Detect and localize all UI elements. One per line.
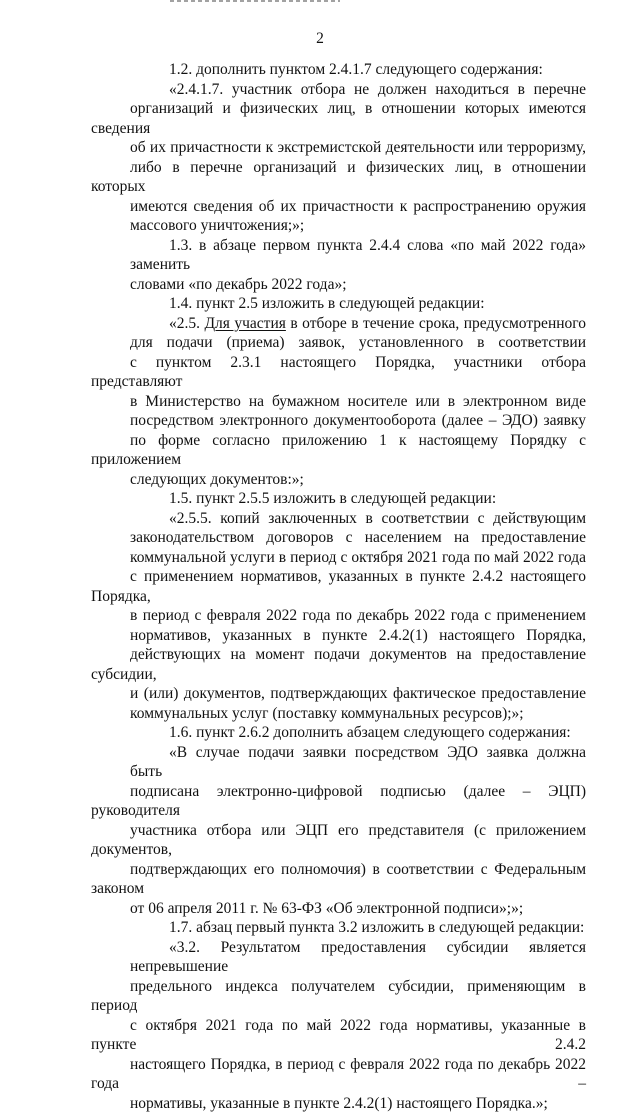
text-line: «2.4.1.7. участник отбора не должен находиться в перечне	[91, 80, 586, 100]
paragraph-3-2	[91, 938, 586, 1113]
text-line: «2.5. Для участия в отборе в течение срока, предусмотренного	[91, 314, 586, 334]
text-line: от 06 апреля 2011 г. № 63-ФЗ «Об электронной подписи»;»;	[91, 899, 586, 919]
text-line: нормативов, указанных в пункте 2.4.2(1) настоящего Порядка,	[91, 626, 586, 646]
text-line: и (или) документов, подтверждающих фактическое предоставление	[91, 684, 586, 704]
text-line: в Министерство на бумажном носителе или в электронном виде	[91, 392, 586, 412]
text-line: подтверждающих его полномочия) в соответствии с Федеральным законом	[91, 860, 586, 899]
text-line: настоящего Порядка, в период с февраля 2022 года по декабрь 2022 года –	[91, 1055, 586, 1094]
text-line: коммунальных услуг (поставку коммунальных ресурсов);»;	[91, 704, 586, 724]
paragraph-2-6-2-addition	[91, 743, 586, 919]
document-body	[91, 60, 586, 1113]
scan-top-mark	[170, 0, 340, 2]
paragraph-2-5-5	[91, 509, 586, 724]
text-line: имеются сведения об их причастности к распространению оружия	[91, 197, 586, 217]
text-line: для подачи (приема) заявок, установленного в соответствии	[91, 333, 586, 353]
page-number: 2	[0, 30, 640, 48]
text-line: об их причастности к экстремистской деятельности или терроризму,	[91, 138, 586, 158]
paragraph-2-4-1-7	[91, 80, 586, 236]
text-line: организаций и физических лиц, в отношении которых имеются сведения	[91, 99, 586, 138]
text-line: предельного индекса получателем субсидии, применяющим в период	[91, 977, 586, 1016]
paragraph-1-2	[91, 60, 586, 80]
text-line: 1.3. в абзаце первом пункта 2.4.4 слова «по май 2022 года» заменить	[91, 236, 586, 275]
text-line: 1.6. пункт 2.6.2 дополнить абзацем следующего содержания:	[91, 723, 586, 743]
text-line: «3.2. Результатом предоставления субсидии является непревышение	[91, 938, 586, 977]
text-line: 1.5. пункт 2.5.5 изложить в следующей редакции:	[91, 489, 586, 509]
text-line: посредством электронного документооборота (далее – ЭДО) заявку	[91, 411, 586, 431]
text-line: «2.5.5. копий заключенных в соответствии с действующим	[91, 509, 586, 529]
underlined-text: Для участия	[204, 315, 285, 332]
paragraph-1-4	[91, 294, 586, 314]
paragraph-1-7	[91, 918, 586, 938]
text-line: либо в перечне организаций и физических лиц, в отношении которых	[91, 158, 586, 197]
text-line: словами «по декабрь 2022 года»;	[91, 275, 586, 295]
text-line: законодательством договоров с населением на предоставление	[91, 528, 586, 548]
text-line: 1.4. пункт 2.5 изложить в следующей редакции:	[91, 294, 586, 314]
paragraph-1-5	[91, 489, 586, 509]
text-line: с применением нормативов, указанных в пункте 2.4.2 настоящего Порядка,	[91, 567, 586, 606]
text-line: следующих документов:»;	[91, 470, 586, 490]
text-line: в период с февраля 2022 года по декабрь 2022 года с применением	[91, 606, 586, 626]
text-line: нормативы, указанные в пункте 2.4.2(1) настоящего Порядка.»;	[91, 1094, 586, 1113]
paragraph-2-5	[91, 314, 586, 490]
text-line: с октября 2021 года по май 2022 года нормативы, указанные в пункте 2.4.2	[91, 1016, 586, 1055]
text-line: массового уничтожения;»;	[91, 216, 586, 236]
text-line: коммунальной услуги в период с октября 2021 года по май 2022 года	[91, 548, 586, 568]
text-line: подписана электронно-цифровой подписью (далее – ЭЦП) руководителя	[91, 782, 586, 821]
paragraph-1-6	[91, 723, 586, 743]
text-line: с пунктом 2.3.1 настоящего Порядка, участники отбора представляют	[91, 353, 586, 392]
text-line: участника отбора или ЭЦП его представителя (с приложением документов,	[91, 821, 586, 860]
text-line: 1.2. дополнить пунктом 2.4.1.7 следующего содержания:	[91, 60, 586, 80]
text-line: 1.7. абзац первый пункта 3.2 изложить в следующей редакции:	[91, 918, 586, 938]
paragraph-1-3	[91, 236, 586, 295]
text-line: «В случае подачи заявки посредством ЭДО заявка должна быть	[91, 743, 586, 782]
text-line: по форме согласно приложению 1 к настоящему Порядку с приложением	[91, 431, 586, 470]
text-line: действующих на момент подачи документов на предоставление субсидии,	[91, 645, 586, 684]
